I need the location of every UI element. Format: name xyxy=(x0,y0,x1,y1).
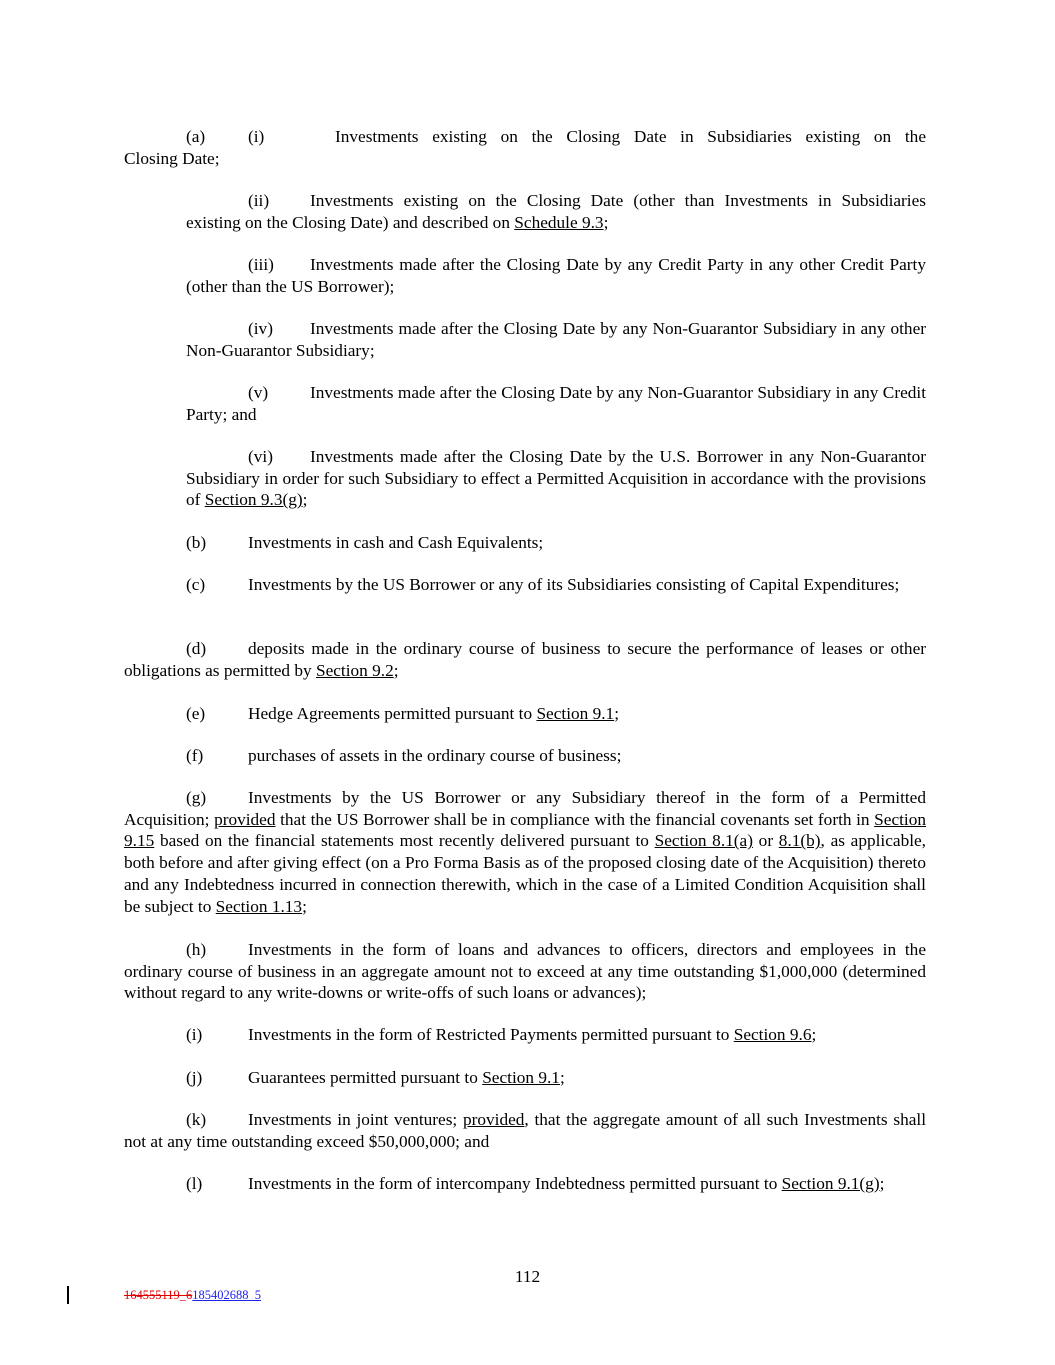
section-9-1-ref[interactable]: Section 9.1 xyxy=(536,704,615,723)
clause-g: (g) Investments by the US Borrower or any Subsidiary thereof in the form of a Permitted Acquisition; provided that the US Borrower shall be in compliance with the financial covenants set forth in Section 9.15 based on the financial statements most recently delivered pursuant to Section 8.1(a) or 8.1(b), as applicable, both before and after giving effect (on a Pro Forma Basis as of the proposed closing date of the Acquisition) thereto and any Indebtedness incurred in connection therewith, which in the case of a Limited Condition Acquisition shall be subject to Section 1.13; xyxy=(124,788,927,916)
provided-term: provided xyxy=(214,809,276,829)
clause-a-ii: (ii) Investments existing on the Closing Date (other than Investments in Subsidiaries existing on the Closing Date) and described on Schedule 9.3; xyxy=(186,191,926,232)
clause-a-v: (v) Investments made after the Closing Date by any Non-Guarantor Subsidiary in any Credit Party; and xyxy=(186,383,926,424)
change-bar xyxy=(67,1286,69,1304)
section-9-3-g-ref[interactable]: Section 9.3(g) xyxy=(204,490,303,510)
schedule-9-3-ref[interactable]: Schedule 9.3 xyxy=(514,212,604,232)
document-id-footer xyxy=(124,1288,261,1302)
clause-a-i-line2: Closing Date; xyxy=(124,149,220,168)
clause-k: (k) Investments in joint ventures; provided, that the aggregate amount of all such Investments shall not at any time outstanding exceed $50,000,000; and xyxy=(124,1110,927,1151)
clause-h: (h) Investments in the form of loans and advances to officers, directors and employees in the ordinary course of business in an aggregate amount not to exceed at any time outstanding $1,000,000 (determined without regard to any write-downs or write-offs of such loans or advances); xyxy=(124,940,926,1003)
provided-term-k: provided xyxy=(462,1110,525,1129)
deleted-doc-id: 164555119_6 xyxy=(124,1288,193,1302)
section-9-15-ref[interactable]: Section 9.15 xyxy=(124,809,927,851)
clause-a-iv: (iv) Investments made after the Closing Date by any Non-Guarantor Subsidiary in any other Non-Guarantor Subsidiary; xyxy=(186,319,926,360)
section-1-13-ref[interactable]: Section 1.13 xyxy=(215,896,303,916)
clause-a-i-label: (i) xyxy=(248,127,265,146)
page-number: 112 xyxy=(514,1267,541,1286)
clause-a-i-line1: Investments existing on the Closing Date in Subsidiaries existing on the xyxy=(335,127,926,146)
clause-d: (d) deposits made in the ordinary course of business to secure the performance of leases or other obligations as permitted by Section 9.2; xyxy=(124,639,926,680)
section-9-1-g-ref[interactable]: Section 9.1(g) xyxy=(781,1174,880,1193)
section-9-2-ref[interactable]: Section 9.2 xyxy=(315,660,394,680)
document-page: (a) (i) Investments existing on the Closing Date in Subsidiaries existing on the Closing Date; (ii) Investments existing on the Closing Date (other than Investments in Subsidiaries existing on the Closing Date) and described on Schedule 9.3; (iii) Investments made after the Closing Date by any Credit Party in any other Credit Party (other than the US Borrower); (iv) Investments made after the Closing Date by any Non-Guarantor Subsidiary in any other Non-Guarantor Subsidiary; (v) Investments made after the Closing Date by any Non-Guarantor Subsidiary in any Credit Party; and (vi) Investments made after the Closing Date by the U.S. Borrower in any Non-Guarantor Subsidiary in order for such Subsidiary to effect a Permitted Acquisition in accordance with the provisions of Section 9.3(g); (b) Investments in cash and Cash Equivalents; (c) Investments by the US Borrower or any of its Subsidiaries consisting of Capital Expenditures; (d) deposits made in the ordinary course of business to secure the performance of leases or other obligations as permitted by Section 9.2; (e) Hedge Agreements permitted pursuant to Section 9.1; (f) purchases of assets in the ordinary course of business; (g) Investments by the US Borrower or any Subsidiary thereof in the form of a Permitted Acquisition; provided that the US Borrower shall be in compliance with the financial covenants set forth in Section 9.15 based on the financial statements most recently delivered pursuant to Section 8.1(a) or 8.1(b), as applicable, both before and after giving effect (on a Pro Forma Basis as of the proposed closing date of the Acquisition) thereto and any Indebtedness incurred in connection therewith, which in the case of a Limited Condition Acquisition shall be subject to Section 1.13; (h) Investments in the form of loans and advances to officers, directors and employees in the ordinary course of business in an aggregate amount not to exceed at any time outstanding $1,000,000 (determined without regard to any write-downs or write-offs of such loans or advances); (i) Investments in the form of Restricted Payments permitted pursuant to Section 9.6; (j) Guarantees permitted pursuant to Section 9.1; (k) Investments in joint ventures; provided, that the aggregate amount of all such Investments shall not at any time outstanding exceed $50,000,000; and (l) Investments in the form of intercompany Indebtedness permitted pursuant to Section 9.1(g); 112 164555119_6185402688_5 xyxy=(0,0,1055,1365)
clause-a-label: (a) xyxy=(186,127,206,146)
section-9-1-ref-j[interactable]: Section 9.1 xyxy=(482,1068,560,1087)
section-9-6-ref[interactable]: Section 9.6 xyxy=(733,1025,812,1044)
inserted-doc-id: 185402688_5 xyxy=(192,1288,262,1302)
clause-a-iii: (iii) Investments made after the Closing Date by any Credit Party in any other Credit Party (other than the US Borrower); xyxy=(186,255,926,296)
section-8-1-b-ref[interactable]: 8.1(b) xyxy=(778,831,821,851)
clause-a-vi: (vi) Investments made after the Closing Date by the U.S. Borrower in any Non-Guarantor Subsidiary in order for such Subsidiary to effect a Permitted Acquisition in accordance with the provisions of Section 9.3(g); xyxy=(186,447,926,510)
clause-c: (c) Investments by the US Borrower or any of its Subsidiaries consisting of Capital Expenditures; xyxy=(186,575,900,594)
section-8-1-a-ref[interactable]: Section 8.1(a) xyxy=(654,831,753,851)
clause-l: (l) Investments in the form of intercompany Indebtedness permitted pursuant to Section 9.1(g); xyxy=(186,1174,885,1193)
